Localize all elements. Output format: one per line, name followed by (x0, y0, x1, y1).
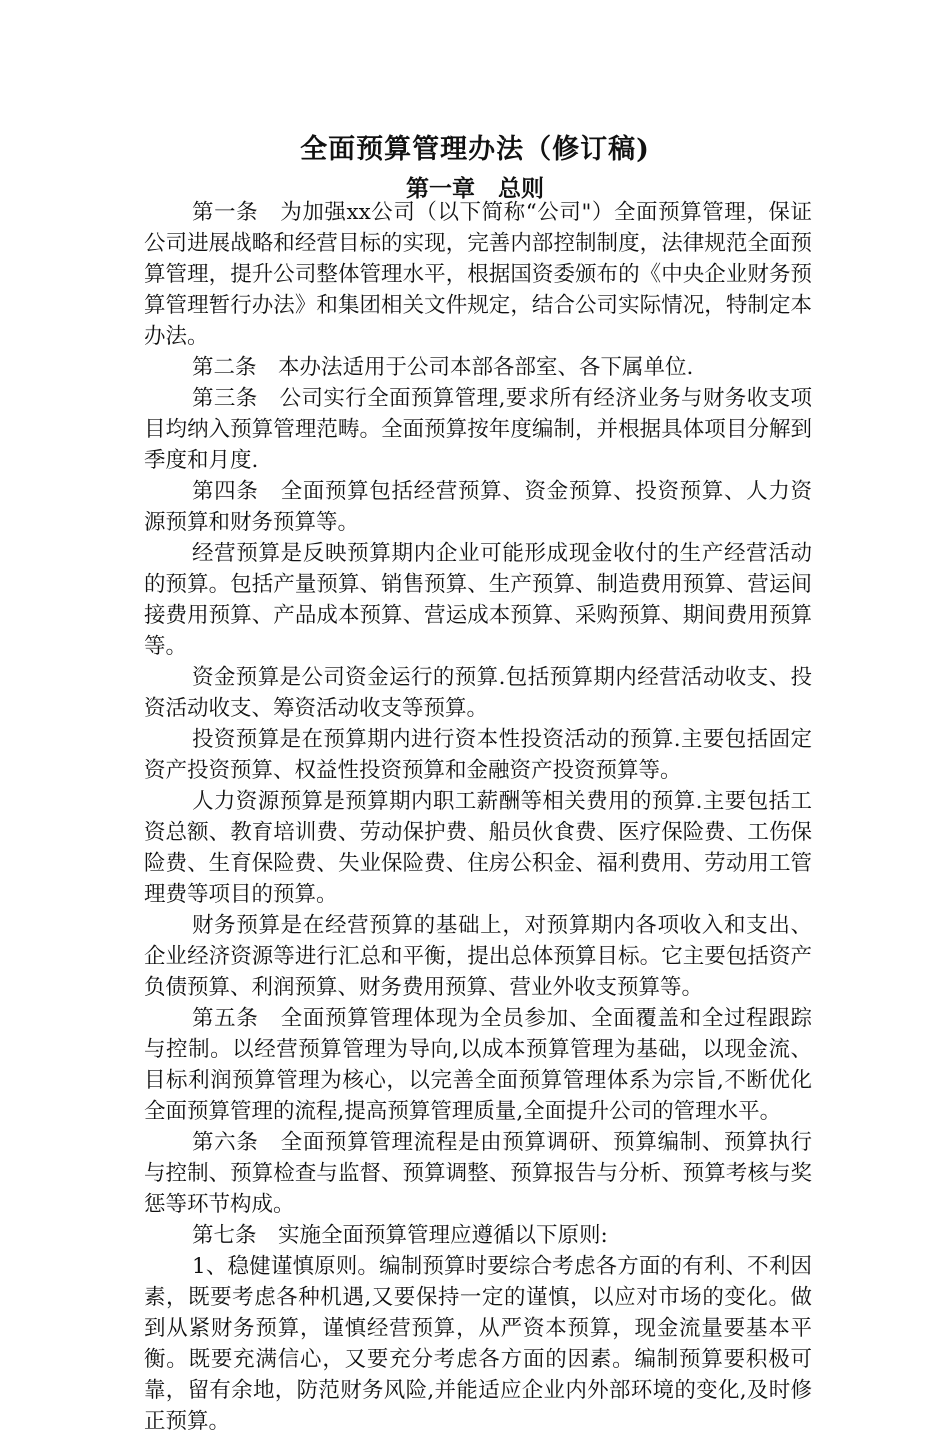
paragraph-article-6: 第六条 全面预算管理流程是由预算调研、预算编制、预算执行与控制、预算检查与监督、预算调整、预算报告与分析、预算考核与奖惩等环节构成。 (144, 1130, 812, 1217)
chapter-heading: 第一章 总则 (406, 175, 544, 202)
document-body (144, 197, 812, 1437)
paragraph-operating-budget: 经营预算是反映预算期内企业可能形成现金收付的生产经营活动的预算。包括产量预算、销售预算、生产预算、制造费用预算、营运间接费用预算、产品成本预算、营运成本预算、采购预算、期间费用预算等。 (144, 541, 812, 659)
paragraph-hr-budget: 人力资源预算是预算期内职工薪酬等相关费用的预算.主要包括工资总额、教育培训费、劳动保护费、船员伙食费、医疗保险费、工伤保险费、生育保险费、失业保险费、住房公积金、福利费用、劳动用工管理费等项目的预算。 (144, 789, 812, 907)
paragraph-article-7: 第七条 实施全面预算管理应遵循以下原则: (192, 1223, 608, 1248)
paragraph-article-2: 第二条 本办法适用于公司本部各部室、各下属单位. (192, 355, 694, 380)
paragraph-article-5: 第五条 全面预算管理体现为全员参加、全面覆盖和全过程跟踪与控制。以经营预算管理为导向,以成本预算管理为基础，以现金流、目标利润预算管理为核心，以完善全面预算管理体系为宗旨,不断优化全面预算管理的流程,提高预算管理质量,全面提升公司的管理水平。 (144, 1006, 812, 1124)
paragraph-investment-budget: 投资预算是在预算期内进行资本性投资活动的预算.主要包括固定资产投资预算、权益性投资预算和金融资产投资预算等。 (144, 727, 812, 783)
paragraph-article-4: 第四条 全面预算包括经营预算、资金预算、投资预算、人力资源预算和财务预算等。 (144, 479, 812, 535)
paragraph-capital-budget: 资金预算是公司资金运行的预算.包括预算期内经营活动收支、投资活动收支、筹资活动收支等预算。 (144, 665, 812, 721)
paragraph-financial-budget: 财务预算是在经营预算的基础上，对预算期内各项收入和支出、企业经济资源等进行汇总和平衡，提出总体预算目标。它主要包括资产负债预算、利润预算、财务费用预算、营业外收支预算等。 (144, 913, 812, 1000)
paragraph-article-1: 第一条 为加强xx公司（以下简称“公司"）全面预算管理，保证公司进展战略和经营目标的实现，完善内部控制制度，法律规范全面预算管理，提升公司整体管理水平，根据国资委颁布的《中央企业财务预算管理暂行办法》和集团相关文件规定，结合公司实际情况，特制定本办法。 (144, 200, 812, 349)
paragraph-article-3: 第三条 公司实行全面预算管理,要求所有经济业务与财务收支项目均纳入预算管理范畴。全面预算按年度编制，并根据具体项目分解到季度和月度. (144, 386, 812, 473)
paragraph-principle-1: 1、稳健谨慎原则。编制预算时要综合考虑各方面的有利、不利因素，既要考虑各种机遇,又要保持一定的谨慎，以应对市场的变化。做到从紧财务预算，谨慎经营预算，从严资本预算，现金流量要基本平衡。既要充满信心，又要充分考虑各方面的因素。编制预算要积极可靠，留有余地，防范财务风险,并能适应企业内外部环境的变化,及时修正预算。 (144, 1254, 812, 1434)
document-title: 全面预算管理办法（修订稿) (300, 134, 650, 165)
